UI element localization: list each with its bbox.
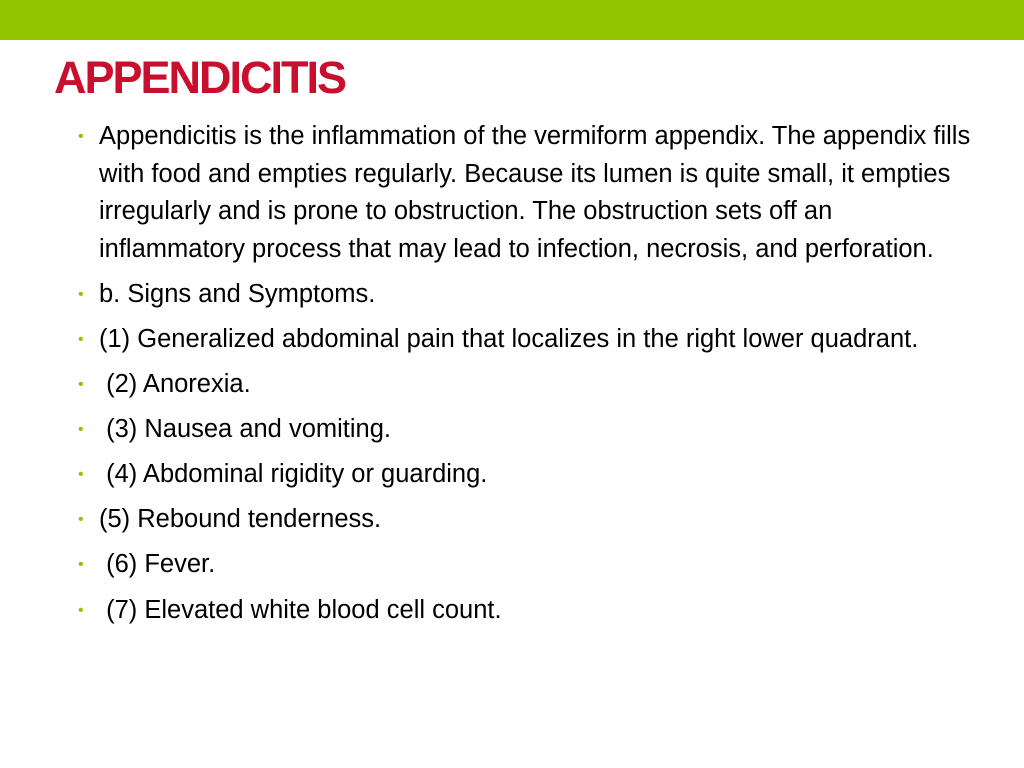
bullet-text: (4) Abdominal rigidity or guarding.: [99, 460, 488, 489]
bullet-dot-icon: •: [78, 556, 84, 574]
top-accent-bar: [0, 0, 1024, 40]
bullet-dot-icon: •: [78, 128, 84, 145]
bullet-item: [78, 366, 978, 404]
bullet-list: [78, 118, 978, 637]
bullet-item: [78, 321, 978, 359]
bullet-dot-icon: •: [78, 511, 84, 529]
bullet-dot-icon: •: [78, 466, 84, 484]
bullet-item: [78, 592, 978, 630]
bullet-text: (5) Rebound tenderness.: [99, 505, 382, 534]
bullet-text: b. Signs and Symptoms.: [99, 279, 376, 308]
bullet-item: [78, 501, 978, 539]
slide-title: APPENDICITIS: [54, 52, 346, 103]
bullet-text: (2) Anorexia.: [99, 370, 251, 399]
bullet-dot-icon: •: [78, 601, 84, 619]
bullet-item: [78, 411, 978, 449]
bullet-item: [78, 118, 978, 268]
bullet-text: (6) Fever.: [99, 550, 216, 579]
bullet-dot-icon: •: [78, 421, 84, 439]
bullet-item: [78, 276, 978, 314]
bullet-text: (1) Generalized abdominal pain that localizes in the right lower quadrant.: [99, 324, 919, 353]
bullet-dot-icon: •: [78, 285, 84, 303]
bullet-dot-icon: •: [78, 376, 84, 394]
bullet-text: (7) Elevated white blood cell count.: [99, 595, 502, 624]
bullet-item: [78, 546, 978, 584]
bullet-dot-icon: •: [78, 330, 84, 348]
bullet-text: (3) Nausea and vomiting.: [99, 415, 391, 444]
bullet-text: Appendicitis is the inflammation of the vermiform appendix. The appendix fills with food and empties regularly. Because its lumen is quite small, it empties irregularly and is prone to obstruction. The obstruction sets off an inflammatory process that may lead to infection, necrosis, and perforation.: [99, 122, 978, 263]
bullet-item: [78, 456, 978, 494]
